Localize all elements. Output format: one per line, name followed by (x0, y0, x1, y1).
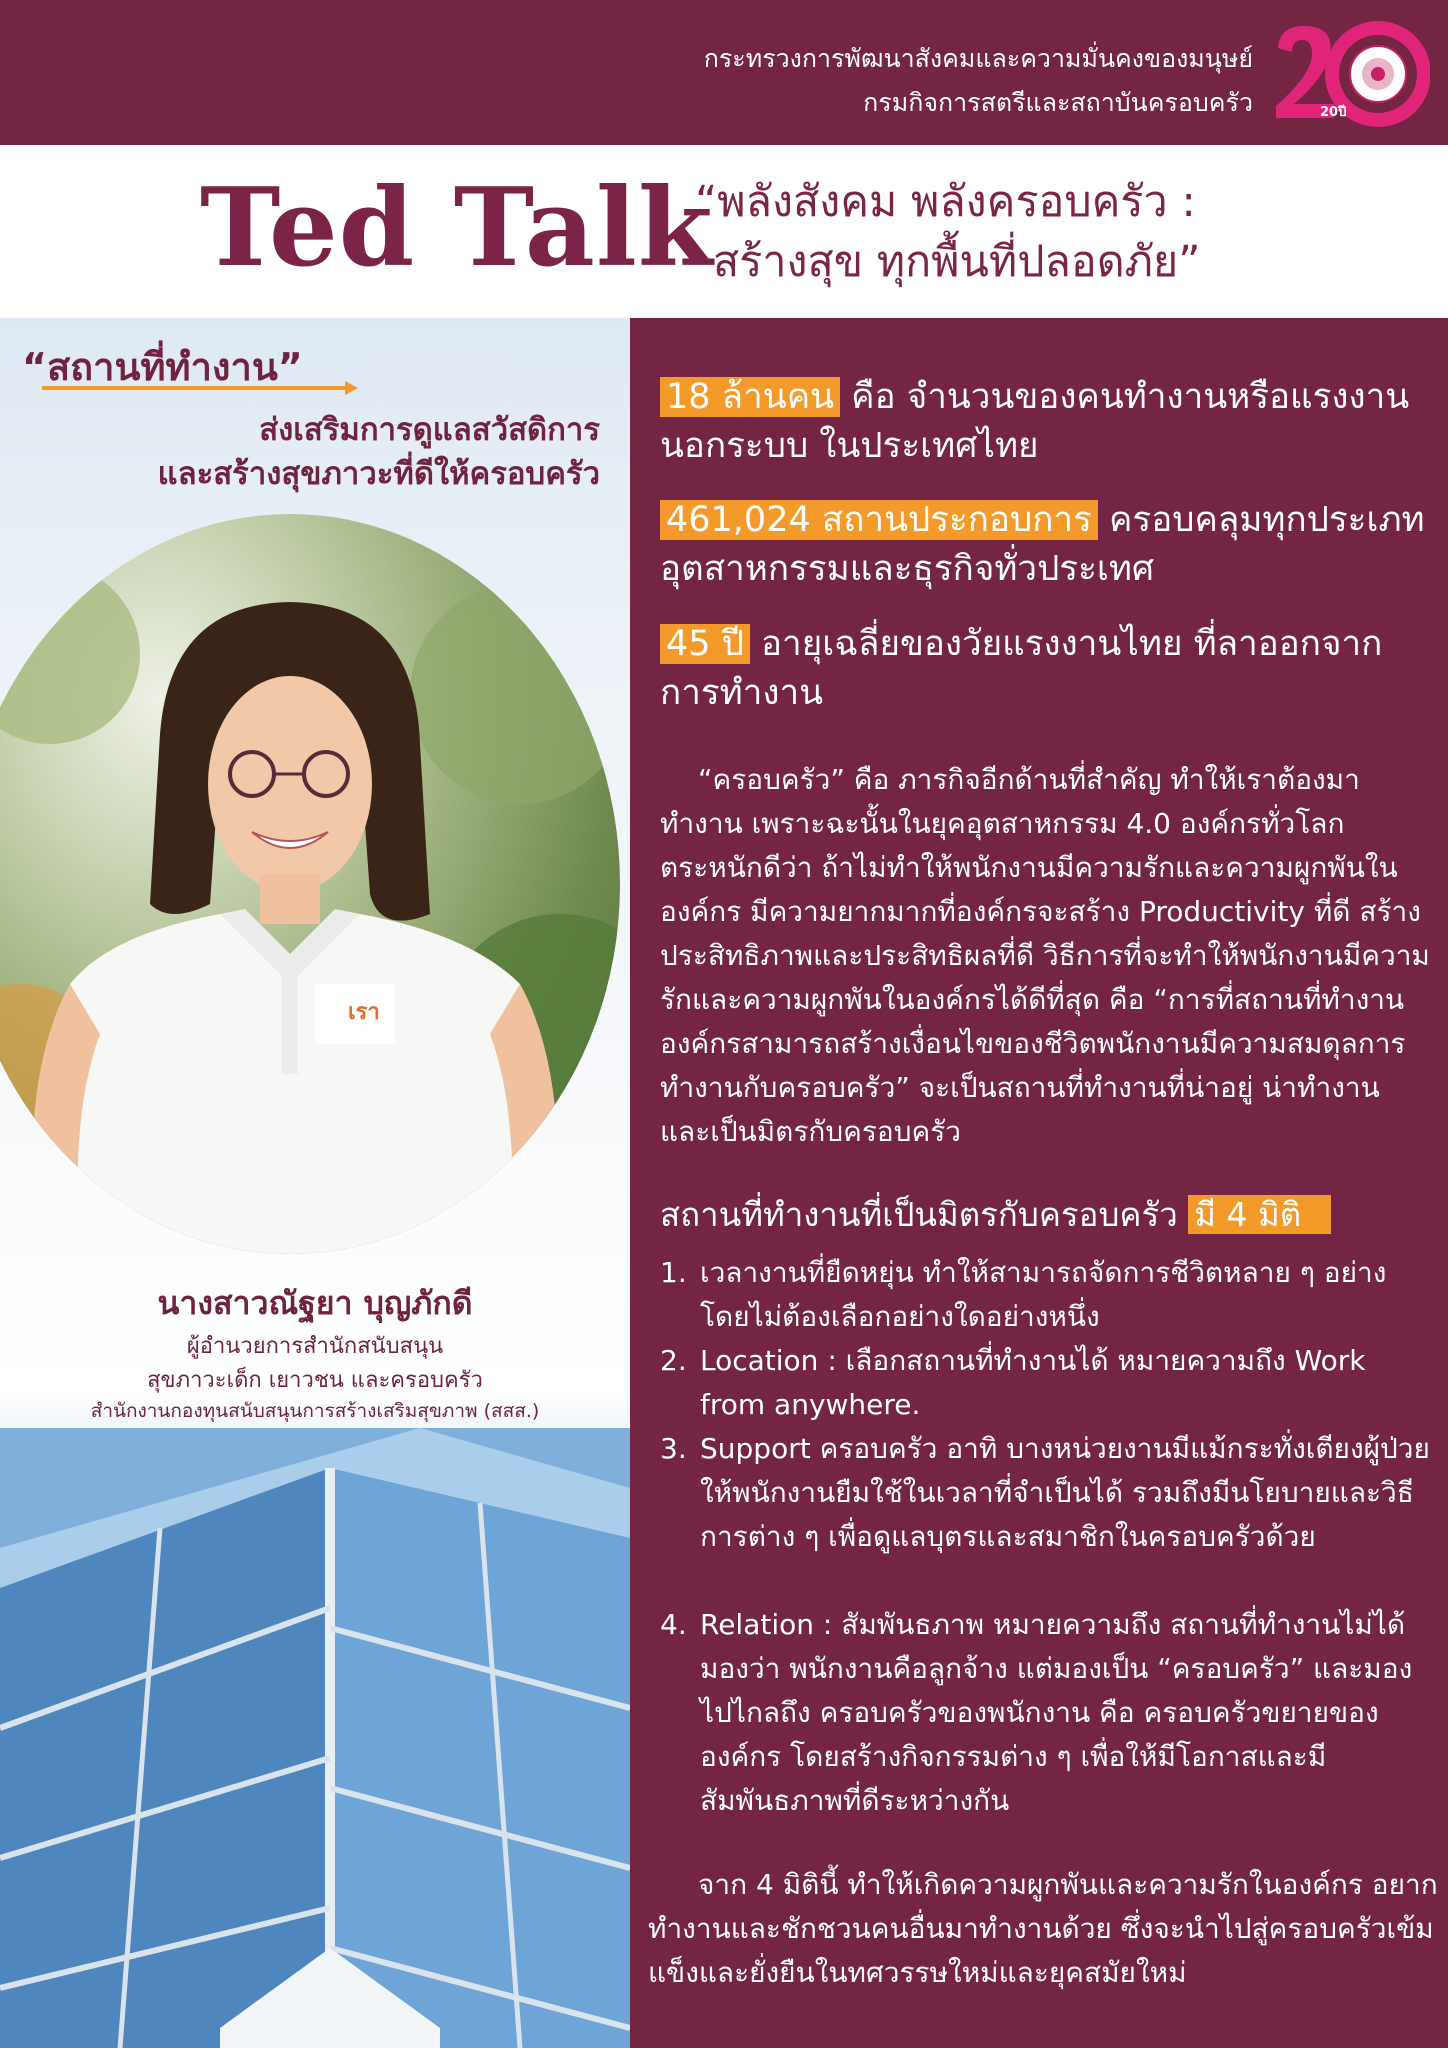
dimension-item-4 (660, 1603, 1430, 1823)
speaker-photo (0, 514, 620, 1254)
dimension-item-3 (660, 1427, 1430, 1559)
dimensions-heading-text: สถานที่ทำงานที่เป็นมิตรกับครอบครัว (660, 1195, 1178, 1234)
stat-establishments (660, 496, 1430, 594)
tagline-line1: “พลังสังคม พลังครอบครัว : (695, 177, 1196, 227)
tagline-line2: สร้างสุข ทุกพื้นที่ปลอดภัย” (713, 237, 1201, 287)
speaker-title-line2: สุขภาวะเด็ก เยาวชน และครอบครัว (147, 1368, 483, 1393)
left-column (0, 318, 630, 2048)
header-bar (0, 0, 1448, 145)
ministry-name: กระทรวงการพัฒนาสังคมและความมั่นคงของมนุษย์ (703, 44, 1253, 73)
stat-retirement-age (660, 620, 1430, 718)
stat-highlight: 45 ปี (660, 624, 750, 664)
shirt-logo: เรา (348, 1000, 380, 1025)
item-text: Support ครอบครัว อาทิ บางหน่วยงานมีแม้กระทั่งเตียงผู้ป่วย ให้พนักงานยืมใช้ในเวลาที่จำเป็นได้ รวมถึงมีนโยบายและวิธีการต่าง ๆ เพื่อดูแลบุตรและสมาชิกในครอบครัวด้วย (700, 1432, 1430, 1553)
section-title: “สถานที่ทำงาน” (22, 345, 303, 389)
item-text: Relation : สัมพันธภาพ หมายความถึง สถานที่ทำงานไม่ได้มองว่า พนักงานคือลูกจ้าง แต่มองเป็น “ครอบครัว” และมองไปไกลถึง ครอบครัวของพนักงาน คือ ครอบครัวขยายขององค์กร โดยสร้างกิจกรรมต่าง ๆ เพื่อให้มีโอกาสและมีสัมพันธภาพที่ดีระหว่างกัน (700, 1608, 1413, 1817)
dimensions-heading (660, 1190, 1430, 1239)
dimension-item-2 (660, 1339, 1430, 1427)
item-number: 4. (660, 1608, 687, 1641)
page-title: Ted Talk (200, 165, 714, 291)
item-number: 1. (660, 1256, 687, 1289)
speaker-title-line1: ผู้อำนวยการสำนักสนับสนุน (186, 1334, 444, 1359)
item-number: 2. (660, 1344, 687, 1377)
family-paragraph: “ครอบครัว” คือ ภารกิจอีกด้านที่สำคัญ ทำให้เราต้องมาทำงาน เพราะฉะนั้นในยุคอุตสาหกรรม 4.0 องค์กรทั่วโลกตระหนักดีว่า ถ้าไม่ทำให้พนักงานมีความรักและความผูกพันในองค์กร มีความยากมากที่องค์กรจะสร้าง Productivity ที่ดี สร้างประสิทธิภาพและประสิทธิผลที่ดี วิธีการที่จะทำให้พนักงานมีความรักและความผูกพันในองค์กรได้ดีที่สุด คือ “การที่สถานที่ทำงาน องค์กรสามารถสร้างเงื่อนไขของชีวิตพนักงานมีความสมดุลการทำงานกับครอบครัว” จะเป็นสถานที่ทำงานที่น่าอยู่ น่าทำงาน และเป็นมิตรกับครอบครัว (660, 763, 1430, 1148)
item-text: Location : เลือกสถานที่ทำงานได้ หมายความถึง Work from anywhere. (700, 1344, 1366, 1421)
building-photo (0, 1428, 630, 2048)
item-text: เวลางานที่ยืดหยุ่น ทำให้สามารถจัดการชีวิตหลาย ๆ อย่าง โดยไม่ต้องเลือกอย่างใดอย่างหนึ่ง (700, 1256, 1387, 1333)
stat-text: ครอบคลุมทุกประเภทอุตสาหกรรมและธุรกิจทั่วประเทศ (660, 500, 1425, 589)
conclusion-paragraph: จาก 4 มิตินี้ ทำให้เกิดความผูกพันและความรักในองค์กร อยากทำงานและชักชวนคนอื่นมาทำงานด้วย ซึ่งจะนำไปสู่ครอบครัวเข้มแข็งและยั่งยืนในทศวรรษใหม่และยุคสมัยใหม่ (648, 1868, 1438, 1989)
anniversary-logo (1270, 18, 1430, 128)
dimensions-heading-highlight: มี 4 มิติ (1188, 1195, 1331, 1234)
stat-highlight: 18 ล้านคน (660, 377, 840, 417)
speaker-organization: สำนักงานกองทุนสนับสนุนการสร้างเสริมสุขภาพ (สสส.) (90, 1400, 540, 1422)
stat-workers (660, 373, 1430, 471)
stat-text: อายุเฉลี่ยของวัยแรงงานไทย ที่ลาออกจากการทำงาน (660, 624, 1383, 713)
right-column (630, 318, 1448, 2048)
item-number: 3. (660, 1432, 687, 1465)
department-name: กรมกิจการสตรีและสถาบันครอบครัว (863, 88, 1253, 117)
underline-arrow-icon (40, 378, 360, 398)
subtitle-line2: และสร้างสุขภาวะที่ดีให้ครอบครัว (157, 456, 600, 492)
stat-highlight: 461,024 สถานประกอบการ (660, 500, 1098, 540)
logo-text: 20ปี (1320, 105, 1347, 120)
subtitle-line1: ส่งเสริมการดูแลสวัสดิการ (259, 412, 600, 448)
stat-text: คือ จำนวนของคนทำงานหรือแรงงานนอกระบบ ในประเทศไทย (660, 377, 1410, 466)
dimension-item-1 (660, 1251, 1430, 1339)
speaker-name: นางสาวณัฐยา บุญภักดี (157, 1284, 473, 1322)
